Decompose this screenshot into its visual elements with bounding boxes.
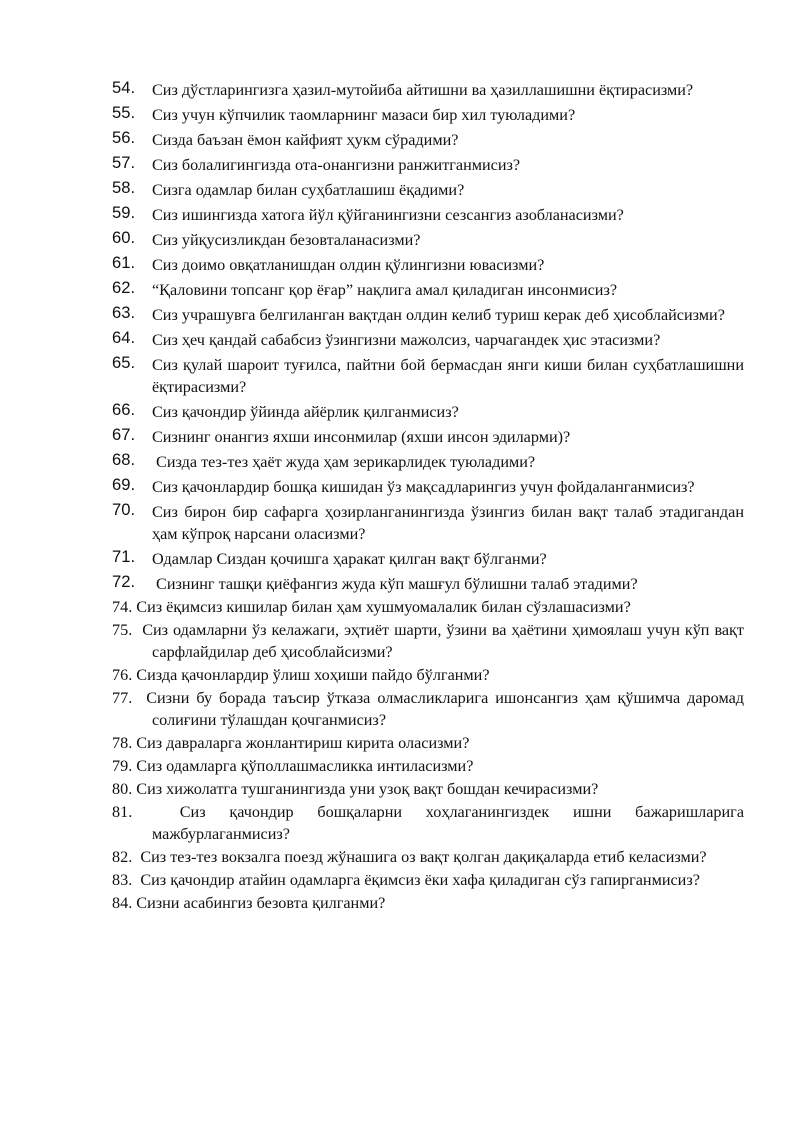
question-text: Сиз дўстларингизга ҳазил-мутойиба айтишни ва ҳазиллашишни ёқтирасизми?	[152, 81, 694, 99]
question-item	[112, 227, 744, 252]
question-text: Сизнинг ташқи қиёфангиз жуда кўп машғул бўлишни талаб этадими?	[152, 575, 638, 593]
question-text: Сиз учрашувга белгиланган вақтдан олдин келиб туриш керак деб ҳисоблайсизми?	[152, 306, 725, 324]
question-number: 63.	[112, 303, 136, 322]
question-list	[112, 77, 744, 915]
question-text: Сизда қачонлардир ўлиш хоҳиши пайдо бўлганми?	[136, 666, 490, 684]
question-text: Сиз уйқусизликдан безовталанасизми?	[152, 231, 421, 249]
question-number: 57.	[112, 153, 136, 172]
question-item	[112, 619, 744, 664]
question-item	[112, 352, 744, 399]
question-text: Сиз тез-тез вокзалга поезд жўнашига оз вақт қолган дақиқаларда етиб келасизми?	[140, 848, 707, 866]
question-number: 74.	[112, 598, 133, 616]
question-text: Сизни бу борада таъсир ўтказа олмасликларига ишонсангиз ҳам қўшимча даромад солиғини тўлашдан қочганмисиз?	[146, 689, 745, 729]
question-item	[112, 892, 744, 915]
question-item	[112, 177, 744, 202]
question-item	[112, 302, 744, 327]
question-number: 76.	[112, 666, 133, 684]
question-item	[112, 846, 744, 869]
question-item	[112, 127, 744, 152]
question-number: 67.	[112, 425, 136, 444]
question-number: 64.	[112, 328, 136, 347]
question-number: 65.	[112, 353, 136, 372]
question-text: Сизда тез-тез ҳаёт жуда ҳам зерикарлидек туюладими?	[152, 453, 536, 471]
question-item	[112, 546, 744, 571]
question-number: 55.	[112, 103, 136, 122]
question-text: Сиз учун кўпчилик таомларнинг мазаси бир хил туюладими?	[152, 106, 576, 124]
question-number: 75.	[112, 621, 133, 639]
question-number: 71.	[112, 547, 136, 566]
question-text: Сиз қачонлардир бошқа кишидан ўз мақсадларингиз учун фойдаланганмисиз?	[152, 478, 695, 496]
question-item	[112, 424, 744, 449]
question-text: Сиз болалигингизда ота-онангизни ранжитганмисиз?	[152, 156, 521, 174]
question-text: Сиз ҳеч қандай сабабсиз ўзингизни мажолсиз, чарчагандек ҳис этасизми?	[152, 331, 661, 349]
question-number: 60.	[112, 228, 136, 247]
question-number: 72.	[112, 572, 136, 591]
question-item	[112, 801, 744, 846]
question-number: 69.	[112, 475, 136, 494]
question-number: 79.	[112, 757, 133, 775]
question-item	[112, 596, 744, 619]
question-text: Сиз бирон бир сафарга ҳозирланганингизда ўзингиз билан вақт талаб этадигандан ҳам кўпроқ нарсани оласизми?	[152, 503, 744, 543]
question-item	[112, 152, 744, 177]
question-item	[112, 277, 744, 302]
question-number: 58.	[112, 178, 136, 197]
question-text: Сизнинг онангиз яхши инсонмилар (яхши инсон эдиларми)?	[152, 428, 571, 446]
question-number: 80.	[112, 780, 133, 798]
question-text: Сиз одамларни ўз келажаги, эҳтиёт шарти, ўзини ва ҳаётини ҳимоялаш учун кўп вақт сарфлайдилар деб ҳисоблайсизми?	[142, 621, 744, 661]
question-text: Сиз қачондир бошқаларни хоҳлаганингиздек ишни бажаришларига мажбурлаганмисиз?	[152, 803, 745, 843]
question-text: Сизда баъзан ёмон кайфият ҳукм сўрадими?	[152, 131, 459, 149]
question-text: “Қаловини топсанг қор ёғар” нақлига амал қиладиган инсонмисиз?	[152, 281, 618, 299]
question-text: Сиз қулай шароит туғилса, пайтни бой бермасдан янги киши билан суҳбатлашишни ёқтирасизми?	[152, 356, 744, 396]
question-item	[112, 732, 744, 755]
question-item	[112, 687, 744, 732]
question-number: 84.	[112, 894, 133, 912]
question-number: 68.	[112, 450, 136, 469]
question-text: Сизни асабингиз безовта қилганми?	[136, 894, 386, 912]
question-number: 62.	[112, 278, 136, 297]
question-number: 70.	[112, 500, 136, 519]
question-number: 54.	[112, 78, 136, 97]
question-number: 77.	[112, 689, 133, 707]
question-item	[112, 102, 744, 127]
question-item	[112, 499, 744, 546]
question-item	[112, 778, 744, 801]
question-text: Сиз қачондир атайин одамларга ёқимсиз ёки хафа қиладиган сўз гапирганмисиз?	[140, 871, 700, 889]
question-number: 83.	[112, 871, 133, 889]
question-item	[112, 252, 744, 277]
question-text: Сиз қачондир ўйинда айёрлик қилганмисиз?	[152, 403, 459, 421]
question-text: Сиз доимо овқатланишдан олдин қўлингизни ювасизми?	[152, 256, 545, 274]
question-number: 56.	[112, 128, 136, 147]
question-item	[112, 449, 744, 474]
question-item	[112, 77, 744, 102]
question-number: 61.	[112, 253, 136, 272]
question-text: Сиз одамларга қўполлашмасликка интиласизми?	[136, 757, 474, 775]
question-number: 66.	[112, 400, 136, 419]
question-text: Сиз ишингизда хатога йўл қўйганингизни сезсангиз азобланасизми?	[152, 206, 624, 224]
question-text: Сиз ёқимсиз кишилар билан ҳам хушмуомалалик билан сўзлашасизми?	[136, 598, 631, 616]
question-text: Сиз давраларга жонлантириш кирита оласизми?	[136, 734, 470, 752]
question-item	[112, 755, 744, 778]
question-text: Сиз хижолатга тушганингизда уни узоқ вақт бошдан кечирасизми?	[136, 780, 599, 798]
question-item	[112, 869, 744, 892]
question-number: 78.	[112, 734, 133, 752]
question-item	[112, 474, 744, 499]
question-item	[112, 664, 744, 687]
question-item	[112, 399, 744, 424]
question-text: Одамлар Сиздан қочишга ҳаракат қилган вақт бўлганми?	[152, 550, 547, 568]
question-item	[112, 571, 744, 596]
question-number: 82.	[112, 848, 133, 866]
question-number: 81.	[112, 803, 133, 821]
question-item	[112, 202, 744, 227]
question-text: Сизга одамлар билан суҳбатлашиш ёқадими?	[152, 181, 465, 199]
question-item	[112, 327, 744, 352]
question-number: 59.	[112, 203, 136, 222]
